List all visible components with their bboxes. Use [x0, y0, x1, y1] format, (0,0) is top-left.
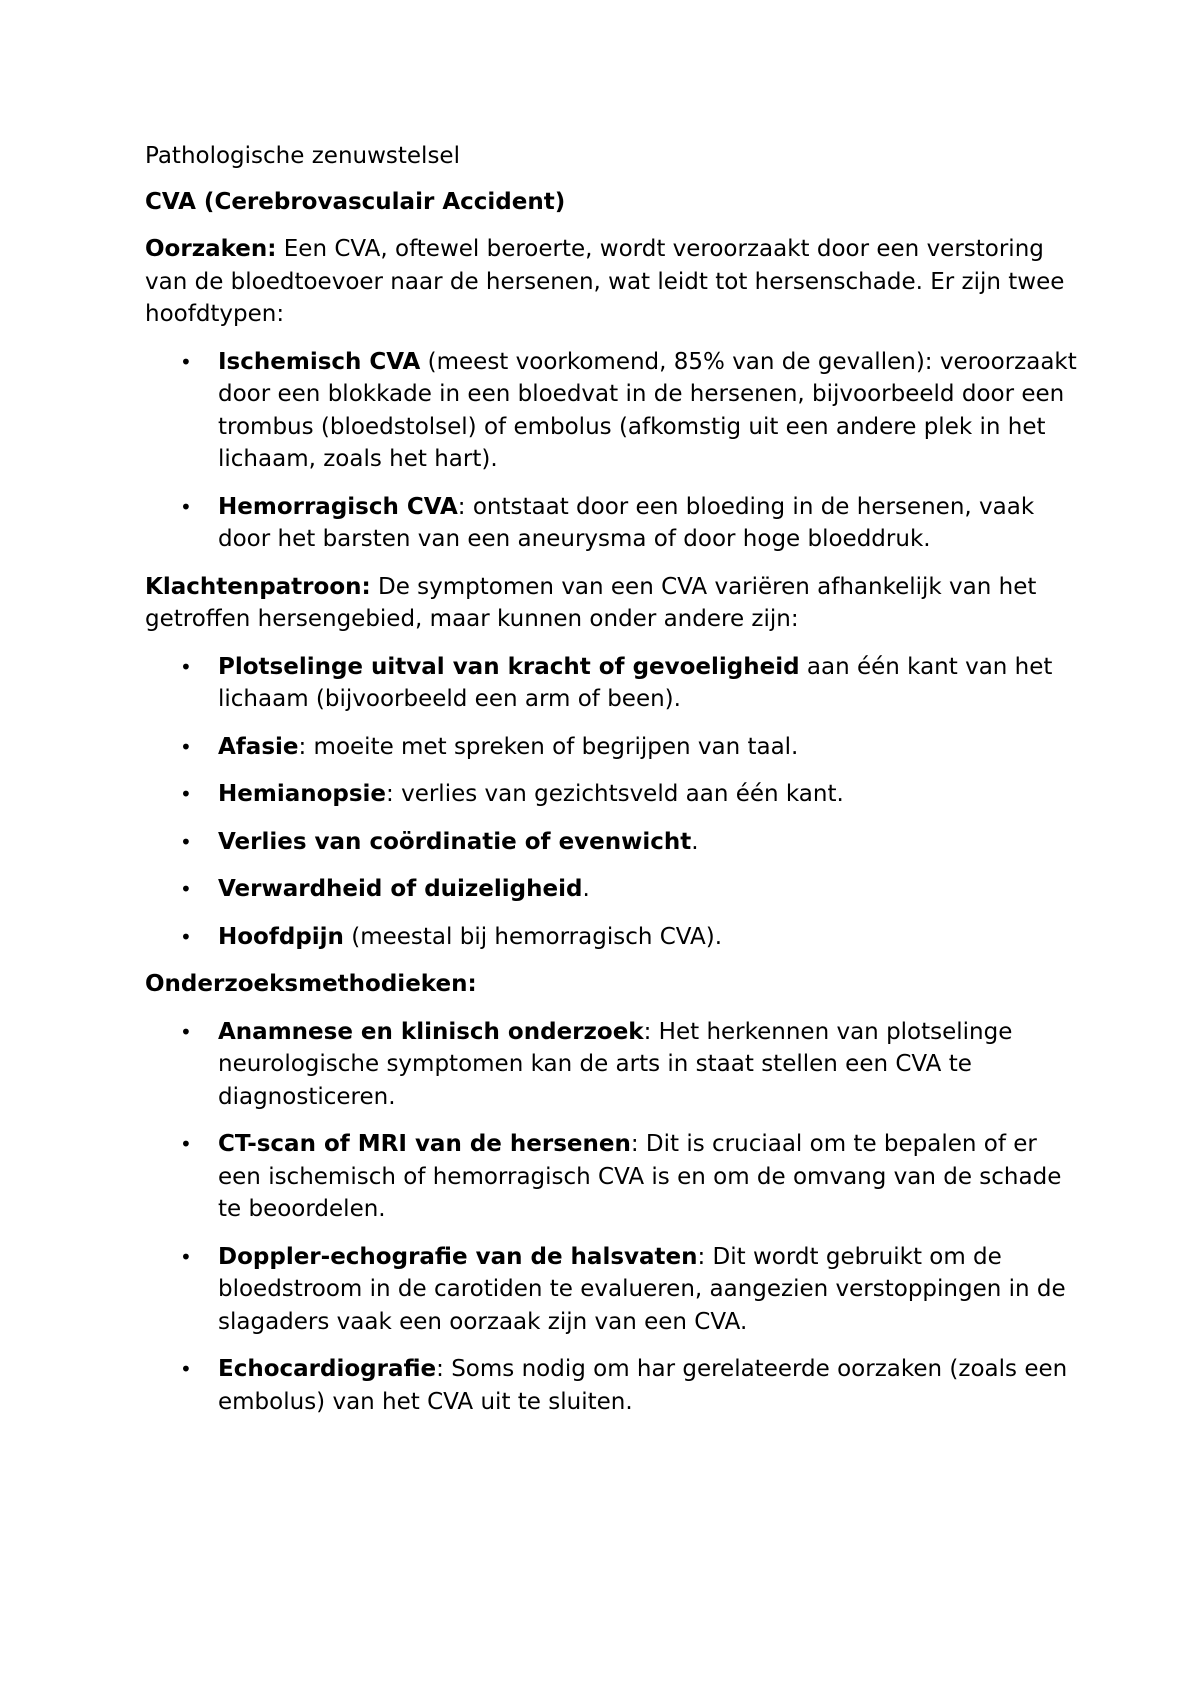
- list-item-term: Plotselinge uitval van kracht of gevoeligheid: [218, 653, 800, 680]
- list-item-text: : moeite met spreken of begrijpen van taal.: [298, 733, 799, 760]
- onderzoek-list: [145, 1016, 1085, 1419]
- list-item-text: : ontstaat door een bloeding in de hersenen, vaak door het barsten van een aneurysma of door hoge bloeddruk.: [218, 493, 1035, 552]
- bullet-icon: •: [180, 924, 192, 949]
- list-item-text: : Soms nodig om har gerelateerde oorzaken (zoals een embolus) van het CVA uit te sluiten.: [218, 1356, 1068, 1415]
- oorzaken-paragraph: [145, 233, 1085, 331]
- document-title: Pathologische zenuwstelsel: [145, 143, 460, 169]
- list-item-text: .: [582, 876, 590, 902]
- bullet-icon: •: [180, 1357, 192, 1381]
- klachten-text: De symptomen van een CVA variëren afhankelijk van het getroffen hersengebied, maar kunnen onder andere zijn:: [145, 573, 1037, 632]
- list-item-term: Hemorragisch CVA: [218, 493, 458, 520]
- list-item-term: Verlies van coördinatie of evenwicht: [218, 828, 692, 855]
- list-item: [145, 1241, 1085, 1339]
- list-item-term: Afasie: [218, 733, 299, 760]
- list-item-term: Verwardheid of duizeligheid: [218, 876, 583, 902]
- list-item: [145, 1353, 1085, 1418]
- list-item: [145, 826, 1085, 859]
- list-item: [145, 491, 1085, 556]
- bullet-icon: •: [180, 1244, 192, 1269]
- list-item-text: (meestal bij hemorragisch CVA).: [343, 923, 723, 950]
- list-item: [145, 651, 1085, 716]
- list-item: [145, 731, 1085, 764]
- list-item: [145, 873, 1085, 906]
- klachten-paragraph: [145, 571, 1085, 636]
- list-item-text: : verlies van gezichtsveld aan één kant.: [386, 781, 844, 807]
- list-item-term: Hemianopsie: [218, 781, 387, 807]
- bullet-icon: •: [180, 1132, 192, 1156]
- list-item-text: : Dit wordt gebruikt om de bloedstroom in de carotiden te evalueren, aangezien verstoppingen in de slagaders vaak een oorzaak zijn van een CVA.: [218, 1243, 1066, 1335]
- list-item: [145, 346, 1085, 476]
- list-item-term: Hoofdpijn: [218, 923, 344, 950]
- klachten-label: Klachtenpatroon:: [145, 573, 371, 600]
- onderzoek-label: Onderzoeksmethodieken:: [145, 971, 477, 997]
- list-item-term: Anamnese en klinisch onderzoek: [218, 1018, 644, 1045]
- bullet-icon: •: [180, 734, 192, 759]
- bullet-icon: •: [180, 782, 192, 806]
- bullet-icon: •: [180, 829, 192, 854]
- list-item-term: Doppler-echografie van de halsvaten: [218, 1243, 698, 1270]
- oorzaken-list: [145, 346, 1085, 556]
- list-item-term: Echocardiografie: [218, 1356, 437, 1382]
- bullet-icon: •: [180, 877, 192, 901]
- list-item-term: CT-scan of MRI van de hersenen: [218, 1131, 631, 1157]
- oorzaken-label: Oorzaken:: [145, 236, 277, 262]
- list-item-term: Ischemisch CVA: [218, 348, 421, 375]
- section-heading: [145, 186, 1085, 219]
- list-item-text: (meest voorkomend, 85% van de gevallen): veroorzaakt door een blokkade in een bloedvat in de hersenen, bijvoorbeeld door een trombus (bloedstolsel) of embolus (afkomstig uit een andere plek in het lichaam, zoals het hart).: [218, 348, 1077, 472]
- bullet-icon: •: [180, 349, 192, 374]
- bullet-icon: •: [180, 494, 192, 519]
- bullet-icon: •: [180, 1019, 192, 1044]
- list-item-text: aan één kant van het lichaam (bijvoorbeeld een arm of been).: [218, 653, 1053, 712]
- onderzoek-paragraph: [145, 968, 1085, 1001]
- list-item: [145, 1016, 1085, 1114]
- list-item: [145, 1128, 1085, 1226]
- list-item-text: .: [691, 828, 699, 855]
- klachten-list: [145, 651, 1085, 954]
- list-item: [145, 778, 1085, 811]
- list-item-text: : Het herkennen van plotselinge neurologische symptomen kan de arts in staat stellen een CVA te diagnosticeren.: [218, 1018, 1013, 1110]
- bullet-icon: •: [180, 654, 192, 679]
- heading-text: CVA (Cerebrovasculair Accident): [145, 188, 566, 215]
- list-item-text: : Dit is cruciaal om te bepalen of er een ischemisch of hemorragisch CVA is en om de omvang van de schade te beoordelen.: [218, 1131, 1062, 1222]
- oorzaken-text: Een CVA, oftewel beroerte, wordt veroorzaakt door een verstoring van de bloedtoevoer naar de hersenen, wat leidt tot hersenschade. Er zijn twee hoofdtypen:: [145, 236, 1065, 327]
- list-item: [145, 921, 1085, 954]
- document-page: [145, 140, 1085, 1433]
